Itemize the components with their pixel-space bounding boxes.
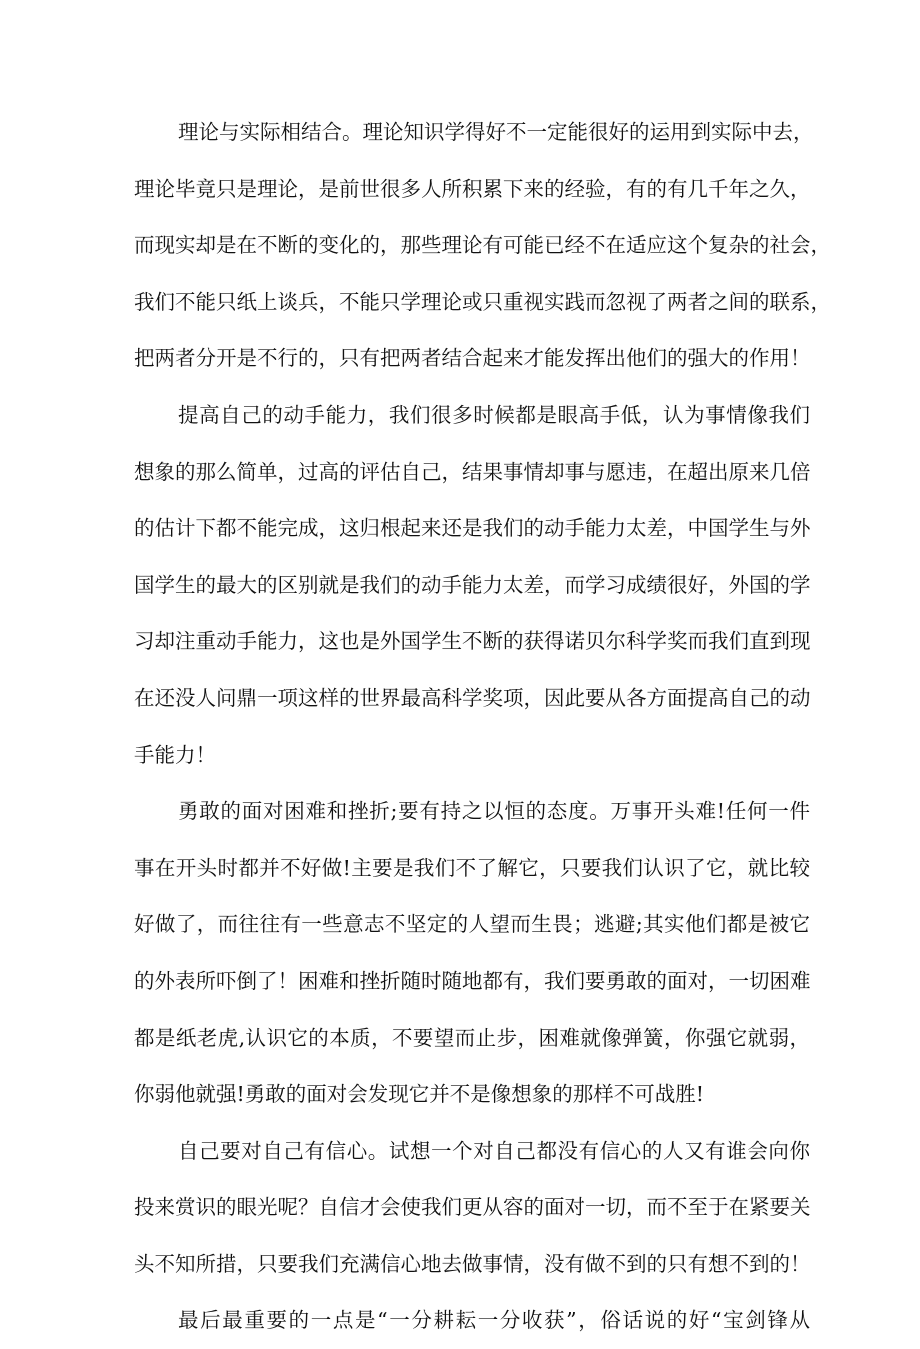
text-line: 习却注重动手能力，这也是外国学生不断的获得诺贝尔科学奖而我们直到现 xyxy=(134,629,811,654)
text-line: 好做了，而往往有一些意志不坚定的人望而生畏；逃避;其实他们都是被它 xyxy=(134,912,810,937)
text-line: 事在开头时都并不好做!主要是我们不了解它，只要我们认识了它，就比较 xyxy=(134,855,810,880)
paragraph-self-confidence xyxy=(134,1123,810,1293)
text-line: 我们不能只纸上谈兵，不能只学理论或只重视实践而忽视了两者之间的联系， xyxy=(134,289,831,314)
text-line: 都是纸老虎,认识它的本质，不要望而止步，困难就像弹簧，你强它就弱， xyxy=(134,1025,810,1050)
text-line: 勇敢的面对困难和挫折;要有持之以恒的态度。万事开头难!任何一件 xyxy=(178,799,810,824)
text-line: 理论与实际相结合。理论知识学得好不一定能很好的运用到实际中去， xyxy=(178,120,814,144)
paragraph-face-difficulties xyxy=(134,783,810,1123)
paragraph-hands-on-ability xyxy=(134,387,810,783)
text-line: 手能力！ xyxy=(134,742,216,767)
text-line: 你弱他就强!勇敢的面对会发现它并不是像想象的那样不可战胜! xyxy=(134,1082,704,1107)
text-line: 头不知所措，只要我们充满信心地去做事情，没有做不到的只有想不到的！ xyxy=(134,1251,811,1276)
text-line: 最后最重要的一点是“一分耕耘一分收获”，俗话说的好“宝剑锋从 xyxy=(178,1308,810,1333)
text-line: 国学生的最大的区别就是我们的动手能力太差，而学习成绩很好，外国的学 xyxy=(134,572,811,597)
document-body xyxy=(134,104,831,1349)
text-line: 理论毕竟只是理论，是前世很多人所积累下来的经验，有的有几千年之久， xyxy=(134,176,811,201)
text-line: 想象的那么简单，过高的评估自己，结果事情却事与愿违，在超出原来几倍 xyxy=(134,459,811,484)
paragraph-theory-practice xyxy=(134,104,831,387)
text-line: 在还没人问鼎一项这样的世界最高科学奖项，因此要从各方面提高自己的动 xyxy=(134,685,811,710)
text-line: 的外表所吓倒了！困难和挫折随时随地都有，我们要勇敢的面对，一切困难 xyxy=(134,968,811,993)
text-line: 的估计下都不能完成，这归根起来还是我们的动手能力太差，中国学生与外 xyxy=(134,516,811,541)
text-line: 而现实却是在不断的变化的，那些理论有可能已经不在适应这个复杂的社会， xyxy=(134,233,831,258)
text-line: 提高自己的动手能力，我们很多时候都是眼高手低，认为事情像我们 xyxy=(178,402,810,427)
text-line: 自己要对自己有信心。试想一个对自己都没有信心的人又有谁会向你 xyxy=(178,1138,810,1163)
text-line: 把两者分开是不行的，只有把两者结合起来才能发挥出他们的强大的作用！ xyxy=(134,346,811,371)
text-line: 投来赏识的眼光呢？自信才会使我们更从容的面对一切，而不至于在紧要关 xyxy=(134,1195,811,1220)
